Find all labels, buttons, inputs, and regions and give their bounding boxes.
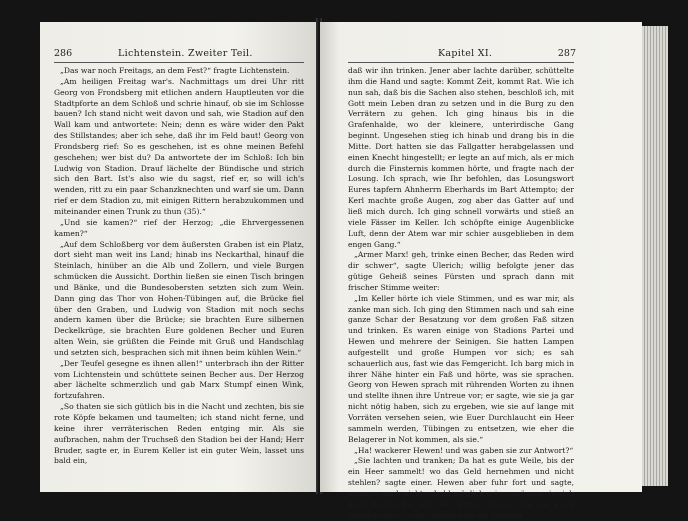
right-page	[320, 22, 642, 520]
page-edges	[642, 26, 668, 486]
paragraph: daß wir ihn trinken. Jener aber lachte darüber, schüttelte ihm die Hand und sagte: Kommt Zeit, kommt Rat. Wie ich nun sah, daß bis die Sachen also stehen, beschloß ich, mit Gott mein Leben dran zu setzen und in die Burg zu den Verrätern zu gehen. Ich ging hinaus bis in die Grafenhalde, wo der kleinere, unterirdische Gang beginnt. Ungesehen stieg ich hinab und drang bis in die Mitte. Dort hatten sie das Fallgatter herabgelassen und einen Knecht hingestellt; er legte an auf mich, als er mich durch die Finsternis kommen hörte, und fragte nach der Losung. Ich sprach, wie Ihr befohlen, das Losungswort Eures tapfern Ahnherrn Eberhards im Bart Attempto; der Kerl machte große Augen, zog aber das Gatter auf und ließ mich durch. Ich ging schnell vorwärts und stieß an viele Fässer im Keller. Ich schöpfte einige Augenblicke Luft, denn der Atem war mir schier ausgeblieben in dem engen Gang.“	[348, 66, 574, 249]
paragraph: „Das war noch Freitags, an dem Fest?“ fragte Lichtenstein.	[60, 66, 290, 75]
paragraph: „Armer Marx! geh, trinke einen Becher, das Reden wird dir schwer“, sagte Ulerich; willig befolgte jener das gütige Geheiß seines Fürsten und sprach dann mit frischer Stimme weiter:	[348, 250, 574, 292]
header-rule	[348, 62, 574, 63]
page-number: 287	[557, 48, 576, 59]
left-page	[40, 22, 318, 492]
paragraph: „Im Keller hörte ich viele Stimmen, und es war mir, als zanke man sich. Ich ging den Stimmen nach und sah eine ganze Schar der Besatzung vor dem großen Faß sitzen und trinken. Es waren einige von Stadions Partei und Hewen und mehrere der Seinigen. Sie hatten Lampen aufgestellt und große Humpen vor sich; es sah schauerlich aus, fast wie das Femgericht. Ich barg mich in ihrer Nähe hinter ein Faß und hörte, was sie sprachen. Georg von Hewen sprach mit rührenden Worten zu ihnen und stellte ihnen ihre Untreue vor; er sagte, wie sie ja gar nicht nötig haben, sich zu ergeben, wie sie auf lange mit Vorräten versehen seien, wie Euer Durchlaucht ein Heer sammeln werden, Tübingen zu entsetzen, wie eher die Belagerer in Not kommen, als sie.“	[348, 293, 574, 444]
paragraph: „Am heiligen Freitag war's. Nachmittags um drei Uhr ritt Georg von Frondsberg mit etlichen andern Hauptleuten vor die Stadtpforte an dem Schloß und schrie hinauf, ob sie im Schlosse bauen? Ich stand nicht weit davon und sah, wie Stadion auf den Wall kam und antwortete: Nein; denn es wäre wider den Pakt des Stillstandes; aber ich sehe, daß ihr im Feld baut! Georg von Frondsberg rief: So es geschehen, ist es ohne meinen Befehl geschehen; wer bist du? Da antwortete der im Schloß: Ich bin Ludwig von Stadion. Drauf lächelte der Bündische und strich sich den Bart. Ist's also wie du sagst, rief er, so will ich's wenden, ritt zu ein paar Schanzknechten und warf sie um. Dann rief er dem Stadion zu, mit einigen Rittern herabzukommen und miteinander einen Trunk zu thun (35).“	[54, 76, 304, 216]
header-rule	[54, 62, 304, 63]
running-title: Kapitel XI.	[438, 48, 493, 59]
paragraph: „Ha! wackerer Hewen! und was gaben sie zur Antwort?“	[354, 445, 574, 455]
body-text	[348, 66, 574, 521]
running-title: Lichtenstein. Zweiter Teil.	[118, 48, 253, 59]
paragraph: „So thaten sie sich gütlich bis in die Nacht und zechten, bis sie rote Köpfe bekamen und taumelten; ich stand nicht ferne, und keine ihrer verräterischen Reden entging mir. Als sie aufbrachen, nahm der Truchseß den Stadion bei der Hand; Herr Bruder, sagte er, in Eurem Keller ist ein guter Wein, lasset uns bald ein,	[54, 402, 304, 466]
paragraph: „Der Teufel gesegne es ihnen allen!“ unterbrach ihn der Ritter vom Lichtenstein und schüttete seinen Becher aus. Der Herzog aber lächelte schmerzlich und gab Marx Stumpf einen Wink, fortzufahren.	[54, 358, 304, 401]
paragraph: „Sie lachten und tranken; Da hat es gute Weile, bis der ein Heer sammelt! wo das Geld hernehmen und nicht stehlen? sagte einer. Hewen aber fuhr fort und sagte, wenn es auch nicht sobald möglich sei, so müssen sie sich doch halten bis auf den letzten Mann, wie sie Euch zugeschworen, sonst handeln sie als Verräter	[348, 456, 574, 520]
body-text	[54, 66, 304, 467]
paragraph: „Und sie kamen?“ rief der Herzog; „die Ehrvergessenen kamen?“	[54, 217, 304, 238]
paragraph: „Auf dem Schloßberg vor dem äußersten Graben ist ein Platz, dort sieht man weit ins Land; hinab ins Neckarthal, hinauf die Steinlach, hinüber an die Alb und Zollern, und viele Burgen schmücken die Aussicht. Dorthin ließen sie einen Tisch bringen und Bänke, und die Bundesobersten setzten sich zum Wein. Dann ging das Thor von Hohen-Tübingen auf, die Brücke fiel über den Graben, und Ludwig von Stadion mit noch sechs andern kamen über die Brücke; sie brachten Eure silbernen Deckelkrüge, sie brachten Eure goldenen Becher und Euren alten Wein, sie grüßten die Feinde mit Gruß und Handschlag und setzten sich, besprachen sich mit ihnen beim kühlen Wein.“	[54, 239, 304, 357]
page-number: 286	[54, 48, 73, 59]
